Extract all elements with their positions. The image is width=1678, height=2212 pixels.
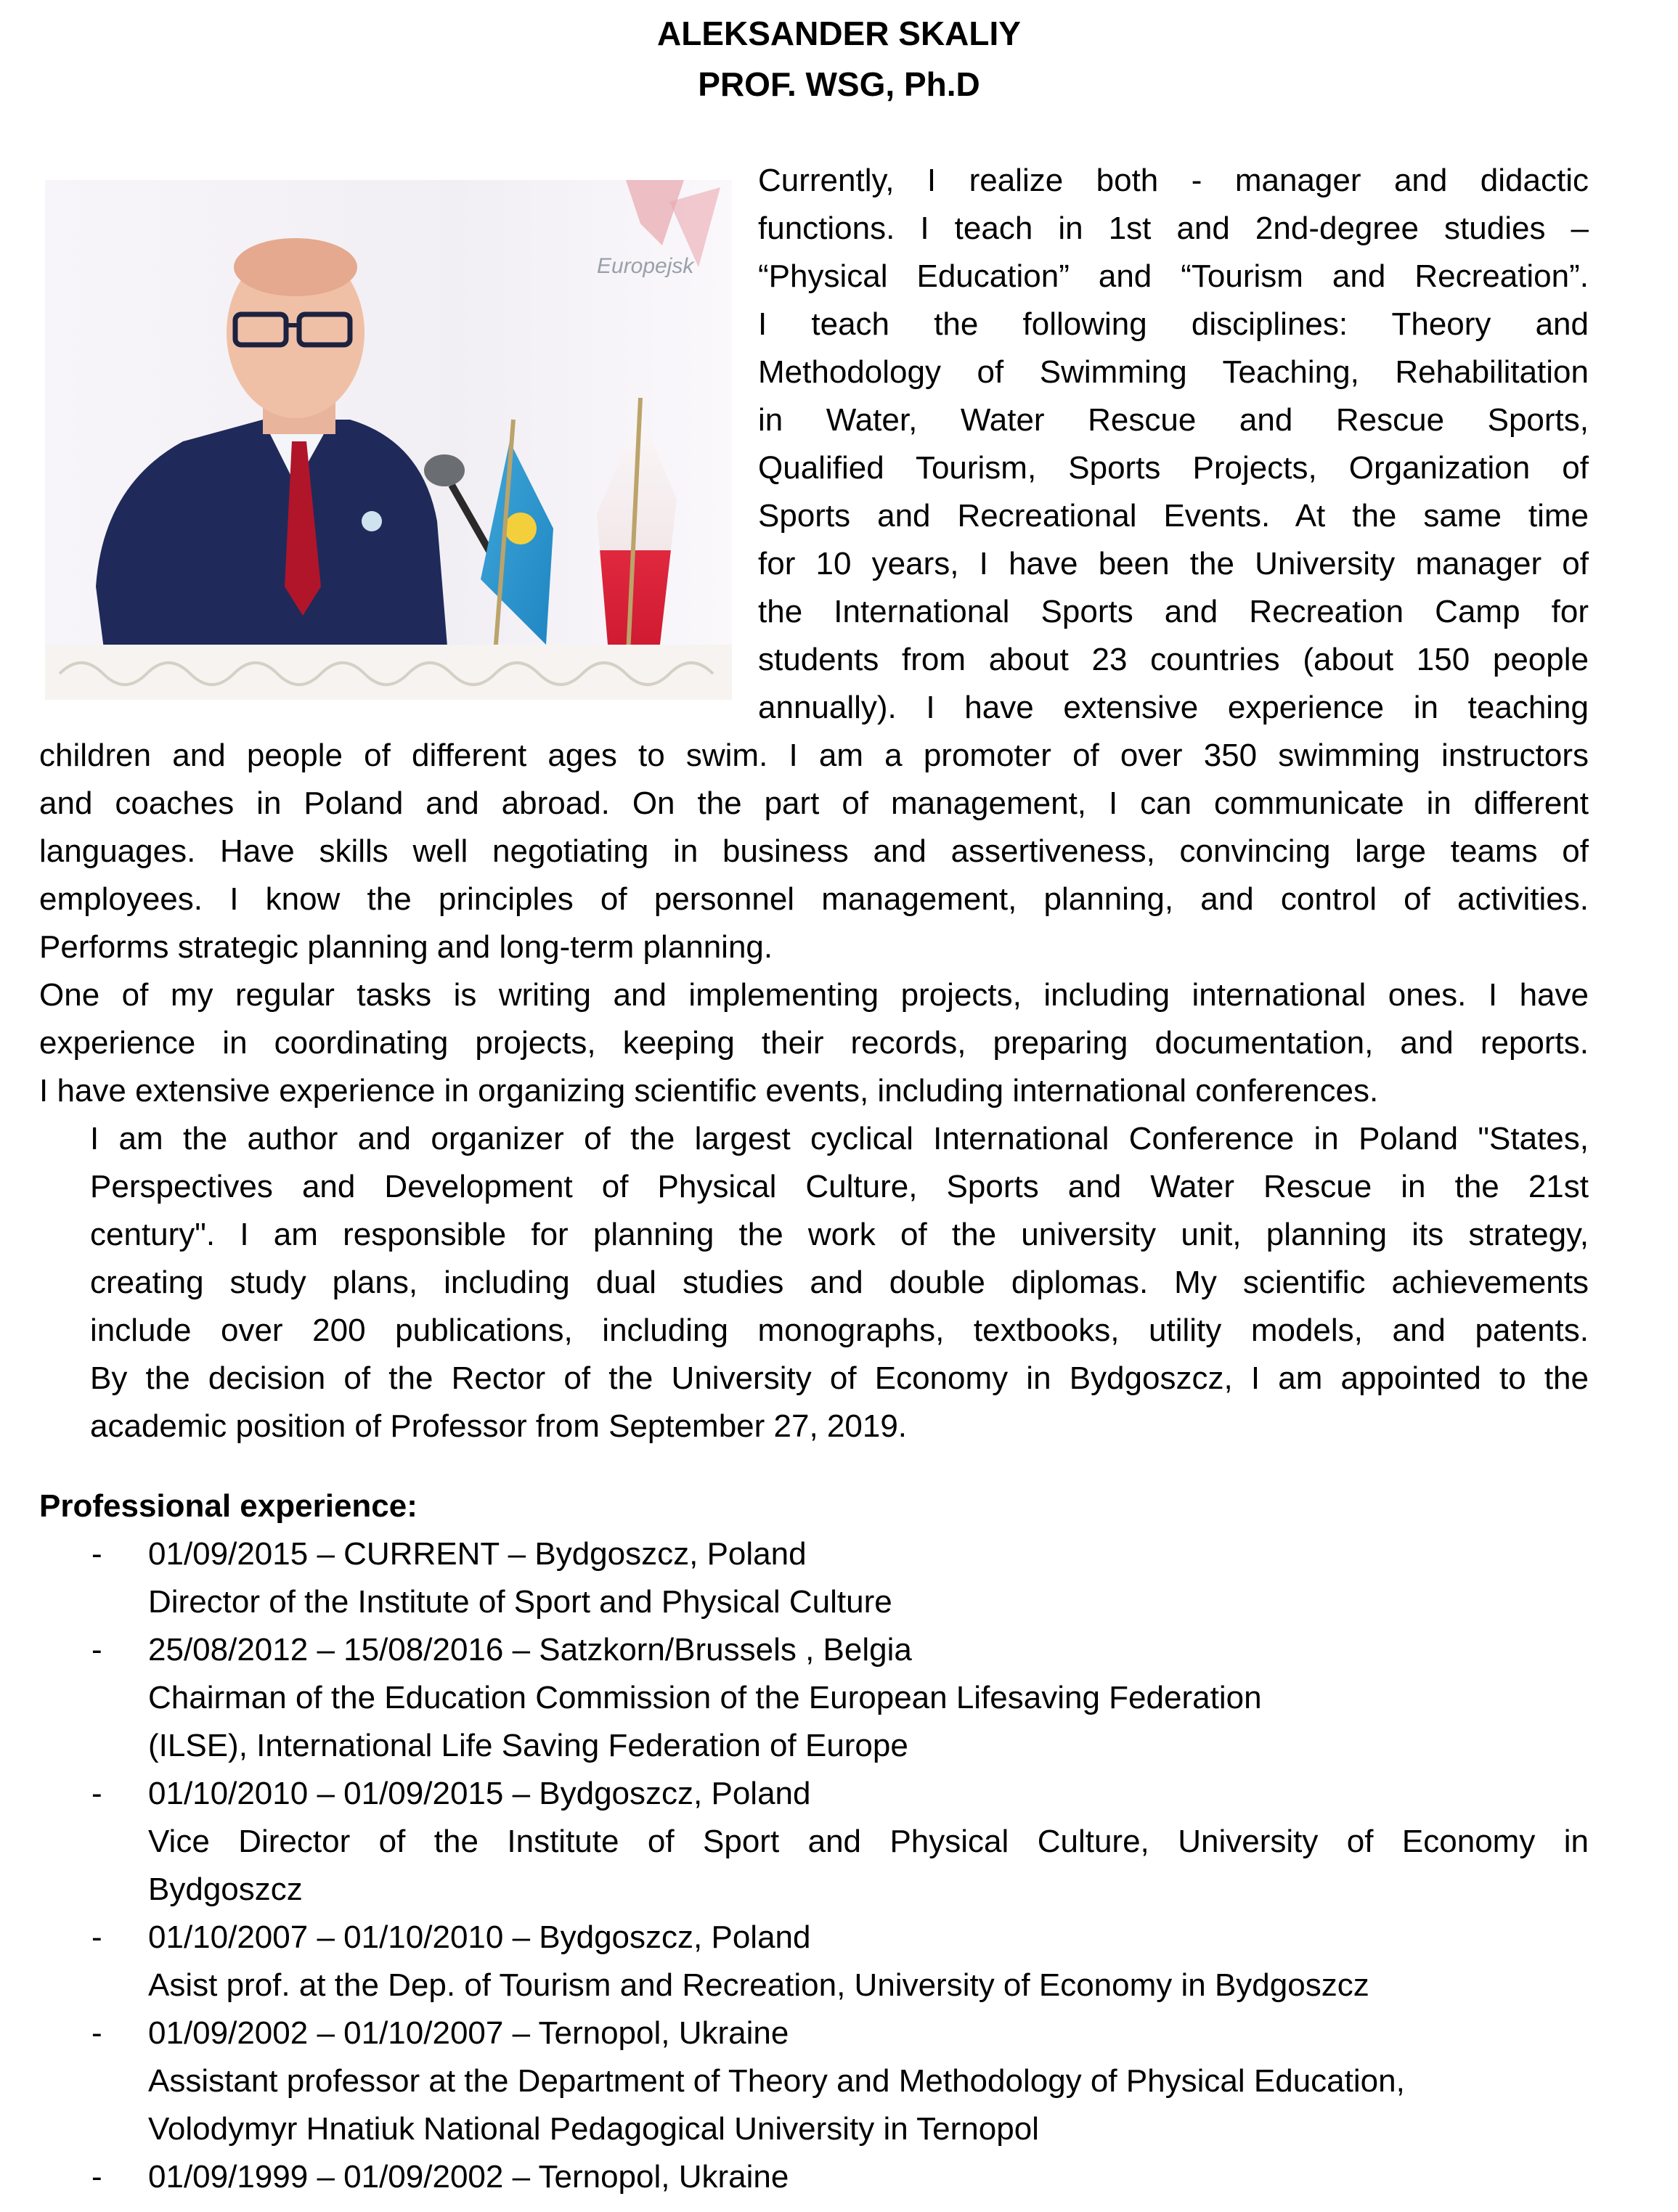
text-line: Perspectives and Development of Physical Culture, Sports and Water Rescue in the 21st (90, 1169, 1589, 1204)
experience-role: Assistant professor at the Department of Theory and Methodology of Physical Education, (148, 2063, 1405, 2099)
experience-item (39, 2009, 1589, 2153)
text-line: By the decision of the Rector of the University of Economy in Bydgoszcz, I am appointed to the (90, 1360, 1589, 1396)
experience-role: Volodymyr Hnatiuk National Pedagogical University in Ternopol (148, 2111, 1039, 2147)
experience-role: Chairman of the Education Commission of the European Lifesaving Federation (148, 1680, 1262, 1715)
experience-date: 25/08/2012 – 15/08/2016 – Satzkorn/Brussels , Belgia (148, 1632, 912, 1668)
text-line: Performs strategic planning and long-term planning. (39, 929, 773, 965)
experience-date: 01/09/2002 – 01/10/2007 – Ternopol, Ukraine (148, 2015, 789, 2051)
text-line: languages. Have skills well negotiating in business and assertiveness, convincing large teams of (39, 833, 1589, 869)
text-line: employees. I know the principles of personnel management, planning, and control of activities. (39, 881, 1589, 917)
text-line: for 10 years, I have been the University manager of (758, 546, 1589, 581)
text-line: Methodology of Swimming Teaching, Rehabilitation (758, 354, 1589, 390)
banner-text: Europejsk (597, 254, 694, 278)
text-line: Sports and Recreational Events. At the same time (758, 498, 1589, 534)
text-line: academic position of Professor from September 27, 2019. (90, 1408, 908, 1444)
text-line: the International Sports and Recreation Camp for (758, 594, 1589, 629)
experience-item (39, 2153, 1589, 2201)
experience-item (39, 1770, 1589, 1914)
bullet-dash: - (91, 1919, 102, 1955)
experience-role: (ILSE), International Life Saving Federation of Europe (148, 1728, 908, 1763)
text-line: annually). I have extensive experience in teaching (758, 690, 1589, 725)
text-line: century". I am responsible for planning the work of the university unit, planning its strategy, (90, 1217, 1589, 1252)
text-line: include over 200 publications, including monographs, textbooks, utility models, and patents. (90, 1313, 1589, 1348)
text-line: Currently, I realize both - manager and didactic (758, 163, 1589, 198)
bullet-dash: - (91, 2159, 102, 2195)
bullet-dash: - (91, 2015, 102, 2051)
text-line: I am the author and organizer of the largest cyclical International Conference in Poland "States, (90, 1121, 1589, 1156)
experience-item (39, 1914, 1589, 2009)
experience-item (39, 1530, 1589, 1626)
experience-role: Director of the Institute of Sport and Physical Culture (148, 1584, 892, 1620)
text-line: “Physical Education” and “Tourism and Recreation”. (758, 258, 1589, 294)
person-title: PROF. WSG, Ph.D (698, 65, 980, 103)
experience-list (39, 1530, 1589, 2201)
experience-date: 01/09/2015 – CURRENT – Bydgoszcz, Poland (148, 1536, 807, 1572)
projects-paragraph (39, 971, 1589, 1115)
text-line: I have extensive experience in organizing scientific events, including international conferences. (39, 1073, 1379, 1109)
intro-paragraph-continued (39, 732, 1589, 971)
text-line: experience in coordinating projects, keeping their records, preparing documentation, and reports. (39, 1025, 1589, 1061)
bullet-dash: - (91, 1536, 102, 1572)
experience-date: 01/10/2010 – 01/09/2015 – Bydgoszcz, Poland (148, 1776, 811, 1811)
text-line: and coaches in Poland and abroad. On the part of management, I can communicate in different (39, 785, 1589, 821)
experience-heading: Professional experience: (39, 1488, 418, 1524)
bullet-dash: - (91, 1776, 102, 1811)
text-line: Qualified Tourism, Sports Projects, Organization of (758, 450, 1589, 486)
text-line: functions. I teach in 1st and 2nd-degree studies – (758, 211, 1589, 246)
experience-role: Asist prof. at the Dep. of Tourism and Recreation, University of Economy in Bydgoszcz (148, 1967, 1369, 2003)
intro-paragraph-right (758, 157, 1589, 732)
text-line: creating study plans, including dual studies and double diplomas. My scientific achievements (90, 1265, 1589, 1300)
experience-date: 01/10/2007 – 01/10/2010 – Bydgoszcz, Poland (148, 1919, 811, 1955)
text-line: students from about 23 countries (about 150 people (758, 642, 1589, 677)
text-line: in Water, Water Rescue and Rescue Sports, (758, 402, 1589, 438)
portrait-photo-icon (45, 180, 732, 700)
experience-date: 01/09/1999 – 01/09/2002 – Ternopol, Ukraine (148, 2159, 789, 2195)
text-line: I teach the following disciplines: Theory and (758, 306, 1589, 342)
bullet-dash: - (91, 1632, 102, 1668)
person-name: ALEKSANDER SKALIY (657, 15, 1021, 52)
portrait-photo (45, 180, 732, 700)
text-line: One of my regular tasks is writing and implementing projects, including international ones. I have (39, 977, 1589, 1013)
text-line: children and people of different ages to swim. I am a promoter of over 350 swimming instructors (39, 738, 1589, 773)
experience-item (39, 1626, 1589, 1770)
experience-role: Bydgoszcz (148, 1872, 303, 1907)
experience-role: Vice Director of the Institute of Sport and Physical Culture, University of Economy in (148, 1824, 1589, 1859)
conference-paragraph (90, 1115, 1589, 1450)
